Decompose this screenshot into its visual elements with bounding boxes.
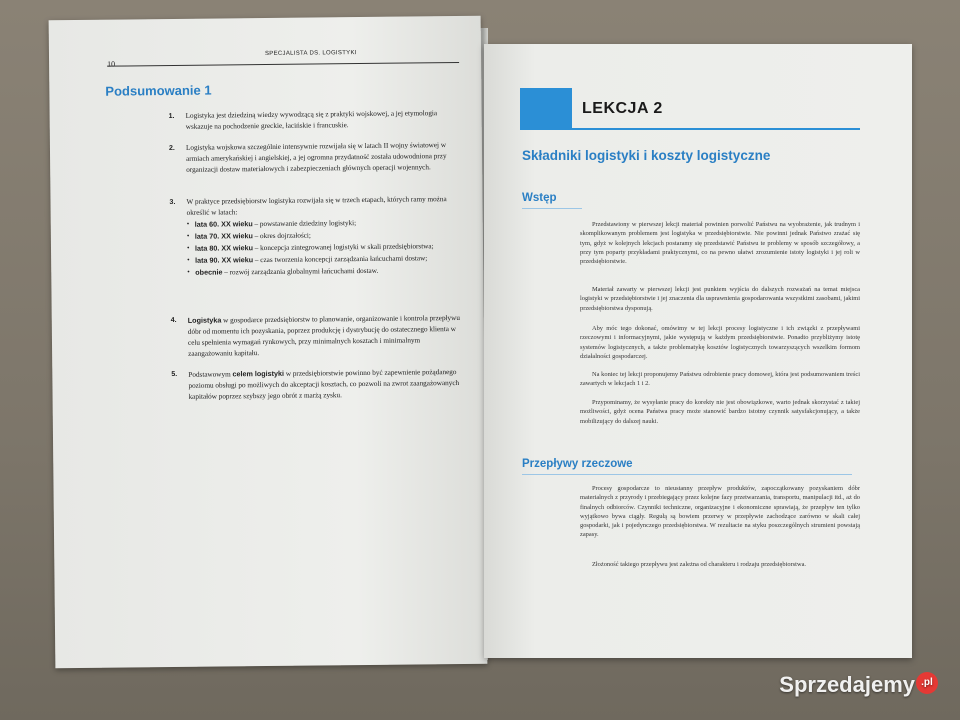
stage-text: – czas tworzenia koncepcji zarządzania łańcuchami dostaw; xyxy=(253,254,428,265)
watermark-text: Sprzedajemy xyxy=(779,672,915,697)
section-rule xyxy=(522,474,852,475)
stage-item xyxy=(187,264,463,279)
lesson-color-block xyxy=(520,88,572,128)
item-number: 2. xyxy=(168,144,175,153)
item-number: 4. xyxy=(170,316,177,325)
summary-item-1 xyxy=(168,108,462,133)
item-lead: Logistyka xyxy=(187,315,222,325)
header-rule xyxy=(107,59,459,69)
sprzedajemy-watermark-logo xyxy=(779,672,938,698)
item-text: Logistyka jest dziedziną wiedzy wywodzącą się z praktyki wojskowej, a jej etymologia wskazuje na pochodzenie greckie, łacińskie i francuskie. xyxy=(185,109,438,131)
intro-paragraph-2: Materiał zawarty w pierwszej lekcji jest punktem wyjścia do dalszych rozważań na temat miejsca logistyki w przedsiębiorstwie i jej znaczenia dla usprawnienia gospodarowania wszystkimi zasobami, jakimi przedsiębiorstwa dysponują. xyxy=(580,286,860,312)
lesson-label: LEKCJA 2 xyxy=(582,100,663,117)
lesson-title: Składniki logistyki i koszty logistyczne xyxy=(522,148,771,163)
stage-text: – powstawanie dziedziny logistyki; xyxy=(252,219,357,229)
section-heading-intro: Wstęp xyxy=(522,192,557,204)
stage-label: lata 60. XX wieku xyxy=(194,219,253,229)
section-heading-flows: Przepływy rzeczowe xyxy=(522,458,633,470)
flows-paragraph-2: Złożoność takiego przepływu jest zależna od charakteru i rodzaju przedsiębiorstwa. xyxy=(592,561,806,568)
stage-label: lata 70. XX wieku xyxy=(194,231,253,241)
item-pre: Podstawowym xyxy=(188,370,233,379)
item-number: 3. xyxy=(169,198,176,207)
stage-text: – rozwój zarządzania globalnymi łańcuchami dostaw. xyxy=(222,266,379,277)
left-page xyxy=(49,16,488,668)
intro-paragraph-5: Przypominamy, że wysyłanie pracy do korekty nie jest obowiązkowe, warto jednak skorzystać z takiej możliwości, gdyż ocena Państwa pracy może stanowić bardzo istotny czynnik satysfakcjonujący, a także mobilizujący do dalszej nauki. xyxy=(580,399,860,425)
item-intro: W praktyce przedsiębiorstw logistyka rozwijała się w trzech etapach, których ramy można określić w latach: xyxy=(186,195,447,217)
stage-label: obecnie xyxy=(195,267,223,277)
summary-title: Podsumowanie 1 xyxy=(105,82,212,99)
intro-paragraph-1: Przedstawiony w pierwszej lekcji materiał powinien porwolić Państwu na wyobrażenie, jak trudnym i skomplikowanym problemem jest logistyka w przedsiębiorstwie. Nie powinni jednak Państwo zrażać się tym, gdyż w kolejnych lekcjach postaramy się przedstawić Państwu te problemy w sposób szczegółowy, a przy tym poparty przykładami praktycznymi, co na pewno ułatwi zrozumienie istoty logistyki i jej roli w przedsiębiorstwie. xyxy=(580,221,860,266)
summary-item-4 xyxy=(170,312,464,360)
summary-item-3 xyxy=(169,194,463,279)
stage-label: lata 90. XX wieku xyxy=(195,255,254,265)
item-number: 1. xyxy=(168,112,175,121)
item-text: w przedsiębiorstwie powinno być zapewnienie pożądanego poziomu obsługi po możliwych do akceptacji kosztach, co pozwoli na zwrot zaangażowanych kapitałów poprzez szybszy jego obrót z marżą zysku. xyxy=(188,368,460,401)
section-rule xyxy=(522,208,582,209)
summary-item-2 xyxy=(168,140,462,176)
right-page xyxy=(484,44,912,658)
summary-item-5 xyxy=(171,366,464,403)
running-head: SPECJALISTA DS. LOGISTYKI xyxy=(264,50,357,58)
item-text: w gospodarce przedsiębiorstw to planowanie, organizowanie i kontrola przepływu dóbr od momentu ich pozyskania, poprzez produkcję i dystrybucję do ostatecznego klienta w celu spełnienia wymagań rynkowych, przy minimalnych kosztach i minimalnym zaangażowaniu kapitału. xyxy=(187,313,460,358)
item-number: 5. xyxy=(171,370,178,379)
intro-paragraph-4: Na koniec tej lekcji proponujemy Państwu odrobienie pracy domowej, która jest podsumowaniem treści zawartych w lekcjach 1 i 2. xyxy=(580,371,860,388)
item-text: Logistyka wojskowa szczególnie intensywnie rozwijała się w latach II wojny światowej w armiach amerykańskiej i angielskiej, a jej ogromna przydatność została udowodniona przy organizacji dostaw materiałowych i zabezpieczeniach głównych operacji wojennych. xyxy=(185,141,447,174)
lesson-rule xyxy=(520,128,860,130)
stage-text: – koncepcja zintegrowanej logistyki w skali przedsiębiorstwa; xyxy=(252,242,434,253)
watermark-suffix-badge: .pl xyxy=(916,672,938,694)
item-lead: celem logistyki xyxy=(232,368,285,379)
page-number: 10 xyxy=(107,59,116,69)
stage-label: lata 80. XX wieku xyxy=(194,243,253,253)
flows-paragraph-1: Procesy gospodarcze to nieustanny przepływ produktów, zapoczątkowany pozyskaniem dóbr materialnych z przyrody i przebiegający przez kolejne fazy przetwarzania, transportu, manipulacji itd., aż do finalnych odbiorców. Czynniki techniczne, organizacyjne i ekonomiczne sprawiają, że przepływ ten tylko wyjątkowo bywa ciągły. Regułą są bowiem przerwy w przepływie zachodzące zarówno w skali całej gospodarki, jak i pojedynczego przedsiębiorstwa. W rezultacie na styku poszczególnych strumieni powstają zapasy. xyxy=(580,485,860,539)
stage-text: – okres dojrzałości; xyxy=(252,231,311,241)
intro-paragraph-3: Aby móc tego dokonać, omówimy w tej lekcji procesy logistyczne i ich związki z przepływami rzeczowymi i informacyjnymi, jakie występują w każdym przedsiębiorstwie. Ponadto przybliżymy istotę systemów logistycznych, a także problematykę kosztów logistycznych towarzyszących wszelkim formom działalności gospodarczej. xyxy=(580,325,860,360)
